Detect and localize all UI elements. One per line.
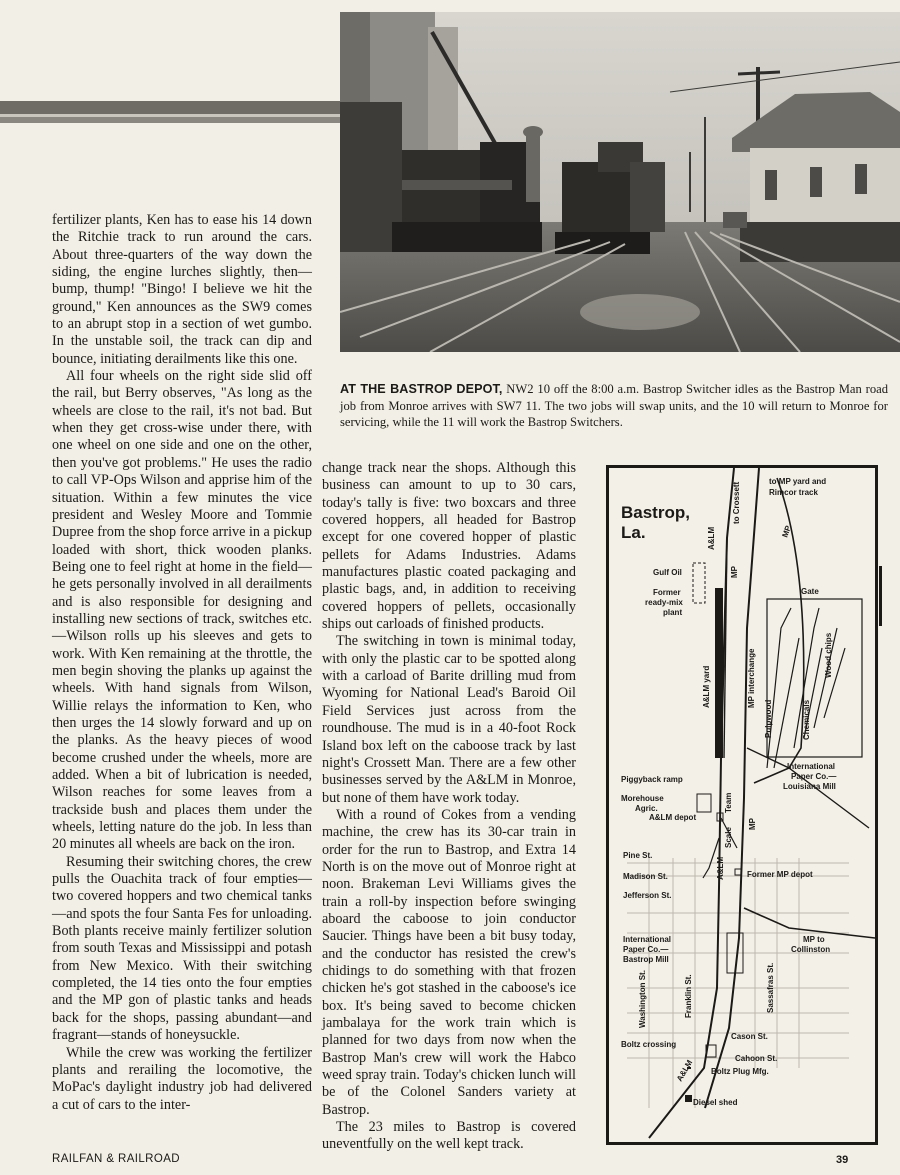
header-rule-band: [0, 101, 340, 123]
label-morehouse-2: Agric.: [635, 804, 658, 813]
paragraph: With a round of Cokes from a vending machine, the crew has its 30-car train in order for the run to Bastrop, and Extra 14 North is on the move out of Monroe right at noon. Brakeman Levi Williams gives the train a roll-by inspection before swinging aboard the caboose to join conductor Saucier. Things have been a bit busy today, and the conductor has resisted the crew's chidings to do something with that frozen chicken he's got stashed in the caboose's ice box. It's being saved to become chicken jambalaya for the work train which is planned for two days from now when the Bastrop Man's crew will work the Habco weed spray train. Today's chicken lunch will be of the Colonel Sanders variety at Bastrop.: [322, 806, 576, 1118]
paragraph: The 23 miles to Bastrop is covered uneventfully on the well kept track.: [322, 1119, 576, 1153]
label-to-crossett: to Crossett: [732, 481, 741, 524]
depot-photo-illustration: [340, 12, 900, 352]
label-mp-interchange: MP interchange: [747, 648, 756, 708]
article-column-2: [322, 460, 576, 1154]
paragraph: change track near the shops. Although this business can amount to up to 30 cars, today's tally is five: two boxcars and three covered hoppers, all headed for Bastrop except for one covered hopper of plastic pellets for Adams Industries. Adams manufactures plastic coated packaging and plastic bags, and, in addition to receiving covered hoppers of pellets, occasionally ships out carloads of finished products.: [322, 460, 576, 633]
article-column-1: [52, 212, 312, 1114]
label-alm-bottom: A&LM: [674, 1058, 695, 1083]
label-sassafras-st: Sassafras St.: [766, 962, 775, 1013]
label-former-1: Former: [653, 588, 681, 597]
label-jefferson-st: Jefferson St.: [623, 891, 672, 900]
paragraph: All four wheels on the right side slid off the rail, but Berry observes, "As long as the wheels are close to the rail, it's not bad. But when they get cross-wise under there, with one wheel on one side and one on the other, then you've got problems." He uses the radio to call VP-Ops Wilson and apprise him of the situation. Within a few minutes the vice president and Wesley Moore and Tommie Dupree from the shop force arrive in a pickup loaded with short, thick wooden planks. Being one to feel right at home in the field—he gets personally involved in all derailments and is also responsible for designing and installing new sections of track, switches etc.—Wilson rolls up his sleeves and gets to work. With Ken remaining at the throttle, the men begin shoving the planks up against the wheels. With hand signals from Wilson, Willie relays the information to Ken, who then urges the 14 slowly forward and up on the planks. As the heavy pieces of wood become crushed under the wheels, more are added. When a bit of lubrication is needed, Wilson reaches for some leaves from a trackside bush and places them under the wheels, letting nature do the job. In less than 20 minutes all wheels are back on the iron.: [52, 368, 313, 853]
publication-name: RAILFAN & RAILROAD: [52, 1153, 180, 1165]
label-gate: Gate: [801, 587, 819, 596]
label-boltz-plug: Boltz Plug Mfg.: [711, 1067, 769, 1076]
label-mp-yard-1: to MP yard and: [769, 477, 827, 486]
label-alm-mid: A&LM: [716, 856, 725, 880]
label-mp-top: MP: [730, 566, 739, 578]
label-wood-chips: Wood chips: [824, 632, 833, 678]
paragraph: fertilizer plants, Ken has to ease his 14 down the Ritchie track to run around the cars. About three-quarters of the way down the siding, the engine lurches slightly, then—bump, thump! "Bingo! I believe we hit the ground," Ken announces as the SW9 comes to an abrupt stop in a section of wet gumbo. In the unstable soil, the track can dip and bounce, initiating derailments like this one.: [52, 212, 312, 367]
label-alm-yard: A&LM yard: [702, 665, 711, 708]
paragraph: While the crew was working the fertilizer plants and rerailing the locomotive, the MoPac's daylight industry job had delivered a cut of cars to the inter-: [52, 1044, 312, 1113]
label-alm-top: A&LM: [707, 526, 716, 550]
label-mp-right: MP: [780, 524, 793, 539]
label-mp-mid: MP: [748, 818, 757, 830]
label-cahoon-st: Cahoon St.: [735, 1054, 778, 1063]
label-ip-bm-3: Bastrop Mill: [623, 955, 669, 964]
label-madison-st: Madison St.: [623, 872, 668, 881]
label-alm-depot: A&LM depot: [649, 813, 697, 822]
page-edge-mark: [879, 566, 882, 626]
depot-photo: [340, 12, 900, 352]
label-ip-lm-1: International: [787, 762, 836, 771]
paragraph: The switching in town is minimal today, with only the plastic car to be spotted along with a carload of Barite drilling mud from Wyoming for National Lead's Baroid Oil Field Services just across from the roundhouse. The mud is in a 40-foot Rock Island box left on the caboose track by last night's Crossett Man. There are a few other businesses served by the A&LM in Monroe, but none of them have work today.: [322, 633, 576, 806]
label-former-2: ready-mix: [645, 598, 683, 607]
label-mp-yard-2: Rimcor track: [769, 488, 818, 497]
caption-text: NW2 10 off the 8:00 a.m. Bastrop Switcher idles as the Bastrop Man road job from Monroe arrives with SW7 11. The two jobs will swap units, and the 10 will return to Monroe for servicing, while the 11 will work the Bastrop Switchers.: [340, 382, 888, 430]
label-mp-to-collinston-2: Collinston: [791, 945, 831, 954]
label-chemicals: Chemicals: [802, 699, 811, 740]
label-diesel-shed: Diesel shed: [693, 1098, 738, 1107]
label-ip-lm-2: Paper Co.—: [791, 772, 837, 781]
label-pine-st: Pine St.: [623, 851, 653, 860]
paragraph: Resuming their switching chores, the crew pulls the Ouachita track of four empties—two covered hoppers and two chemical tanks—and spots the four Santa Fes for unloading. Both plants receive mainly fertilizer solution from south Texas and Mississippi and potash from New Mexico. With their switching completed, the 14 ties onto the four empties and the MP gon of plastic tanks and heads back for the shops, passing abundant—and fragrant—stands of honeysuckle.: [52, 853, 312, 1044]
label-scale: Scale: [724, 827, 733, 848]
label-boltz-crossing: Boltz crossing: [621, 1040, 677, 1049]
label-cason-st: Cason St.: [731, 1032, 768, 1041]
bastrop-map-drawing: [609, 468, 875, 1142]
label-ip-bm-1: International: [623, 935, 672, 944]
photo-caption: [340, 381, 888, 431]
label-franklin-st: Franklin St.: [684, 974, 693, 1018]
map-title-line-2: La.: [621, 523, 646, 542]
bastrop-track-map: [606, 465, 878, 1145]
label-washington-st: Washington St.: [638, 970, 647, 1028]
label-morehouse-1: Morehouse: [621, 794, 664, 803]
map-title-line-1: Bastrop,: [621, 503, 690, 522]
label-pulpwood: Pulpwood: [764, 699, 773, 738]
page-number: 39: [836, 1154, 849, 1166]
label-piggyback: Piggyback ramp: [621, 775, 683, 784]
label-ip-bm-2: Paper Co.—: [623, 945, 669, 954]
label-mp-to-collinston-1: MP to: [803, 935, 825, 944]
label-gulf-oil: Gulf Oil: [653, 568, 682, 577]
label-former-3: plant: [663, 608, 683, 617]
label-team: Team: [724, 792, 733, 813]
label-former-mp-depot: Former MP depot: [747, 870, 813, 879]
caption-lead: AT THE BASTROP DEPOT,: [340, 382, 503, 396]
label-ip-lm-3: Louisiana Mill: [783, 782, 836, 791]
